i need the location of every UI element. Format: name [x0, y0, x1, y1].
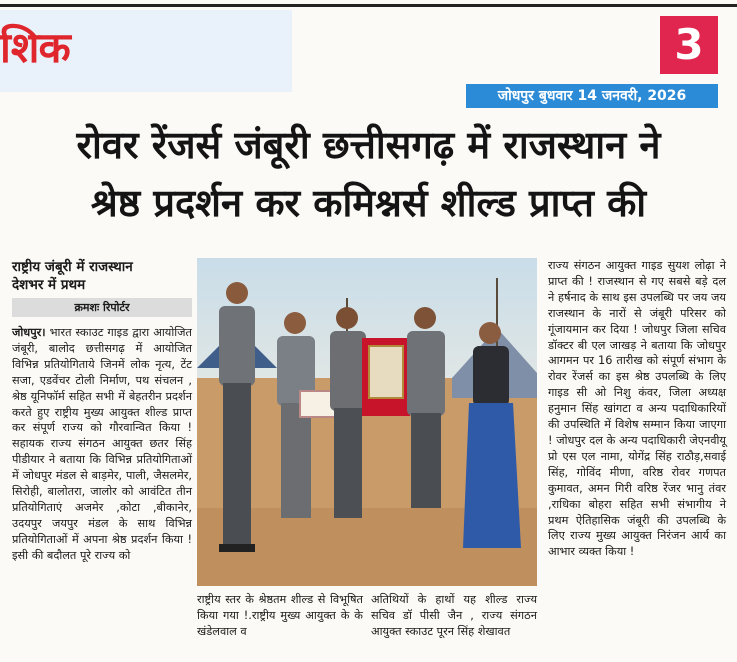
masthead [0, 0, 737, 112]
col1-text: भारत स्काउट गाइड द्वारा आयोजित जंबूरी, बालोद छत्तीसगढ़ में आयोजित विभिन्न प्रतियोगिताये जिनमें लोक नृत्य, टेंट सजा, एडवेंचर टोली निर्माण, पथ संचलन , श्रेष्ठ यूनिफॉर्म सहित सभी में बेहतरीन प्रदर्शन करते हुए राष्ट्रीय मुख्य आयुक्त शील्ड प्राप्त कर संपूर्ण राज्य को गौरवान्वित किया ! सहायक राज्य संगठन आयुक्त छतर सिंह पीडीयार ने बताया कि विभिन्न प्रतियोगिताओं में जोधपुर मंडल से बाड़मेर, पाली, जैसलमेर, सिरोही, बालोतरा, जालोर को आवंटित तीन प्रतियोगिताएं अजमेर ,कोटा ,बीकानेर, उदयपुर जयपुर मंडल के साथ विभिन्न प्रतियोगिताओं में अपना श्रेष्ठ प्रदर्शन किया ! इसी की बदौलत पूरे राज्य को [12, 326, 192, 562]
subhead [12, 258, 192, 294]
news-photo [197, 258, 537, 586]
byline: क्रमशः रिपोर्टर [12, 298, 192, 317]
story-text-col-4: राज्य संगठन आयुक्त गाइड सुयश लोढ़ा ने प्राप्त की ! राजस्थान से गए सबसे बड़े दल ने हर्षनाद के साथ इस उपलब्धि पर जय जय राजस्थान के नारों से जंबूरी परिसर को गूंजायमान कर दिया ! जोधपुर जिला सचिव डॉक्टर बी एल जाखड़ ने बताया कि जोधपुर आगमन पर 16 तारीख को संपूर्ण संभाग के रोवर रेंजर्स का इस श्रेष्ठ उपलब्धि के लिए गाइड सी ओ निशु कंवर, जिला अध्यक्ष हनुमान सिंह खांगटा व अन्य पदाधिकारियों की उपस्थिति में विशेष सम्मान किया जाएगा ! जोधपुर दल के अन्य पदाधिकारी जेएनवीयू प्रो एस एल नामा, योगेंद्र सिंह राठौड़,सवाई सिंह, गोविंद मीणा, वरिष्ठ रोवर गणपत कुमावत, अमन गिरी वरिष्ठ रेंजर भानु तंवर ,राधिका बोहरा सहित सभी संभागीय ने प्रथम ऐतिहासिक जंबूरी की उपलब्धि के लिए राज्य मुख्य आयुक्त निरंजन आर्य का आभार व्यक्त किया ! [548, 259, 726, 559]
page-number-badge: 3 [660, 16, 718, 74]
headline-line-1: रोवर रेंजर्स जंबूरी छत्तीसगढ़ में राजस्थान ने [76, 123, 661, 167]
subhead-line-2: देशभर में प्रथम [12, 277, 86, 293]
subhead-line-1: राष्ट्रीय जंबूरी में राजस्थान [12, 259, 133, 275]
story-text-col-2: राष्ट्रीय स्तर के श्रेष्ठतम शील्ड से विभूषित किया गया !.राष्ट्रीय मुख्य आयुक्त के के खंडेलवाल व [197, 593, 363, 638]
dateline-lead: जोधपुर। [12, 326, 46, 339]
headline-line-2: श्रेष्ठ प्रदर्शन कर कमिश्नर्स शील्ड प्राप्त की [90, 181, 647, 225]
award-ceremony-photo [197, 258, 537, 586]
section-title: शिक [0, 23, 70, 72]
story-text-col-1 [12, 325, 192, 564]
dateline: जोधपुर बुधवार 14 जनवरी, 2026 [466, 84, 718, 108]
story-column-1 [12, 258, 192, 564]
top-rule [0, 4, 737, 7]
story-text-col-3: अतिथियों के हाथों यह शील्ड राज्य सचिव डॉ पीसी जैन , राज्य संगठन आयुक्त स्काउट पूरन सिंह शेखावत [371, 593, 537, 638]
